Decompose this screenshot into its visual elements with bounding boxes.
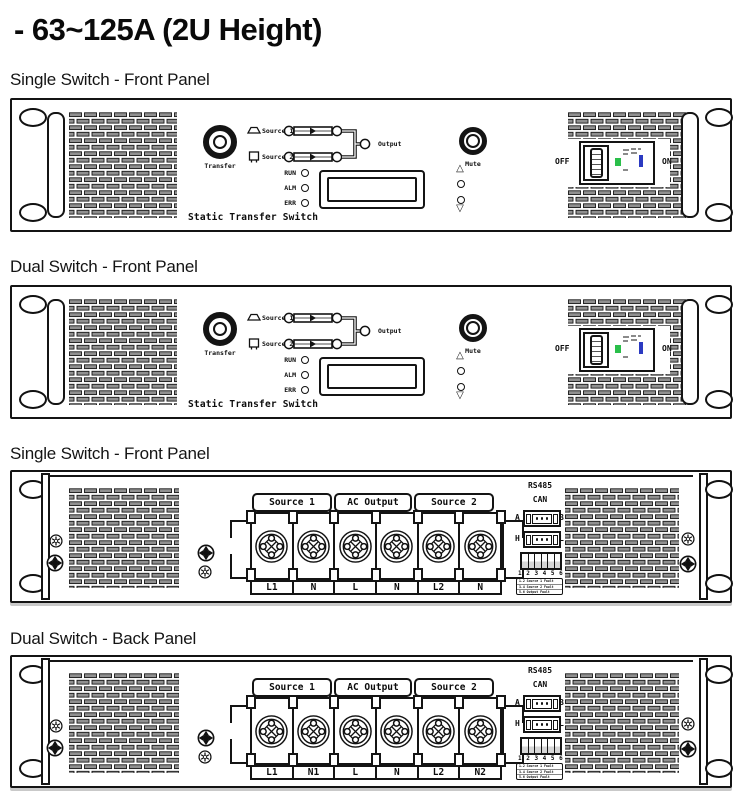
err-led <box>301 199 309 207</box>
terminal-screw[interactable] <box>338 529 373 564</box>
group-label-source2: Source 2 <box>414 678 494 697</box>
led-run-label: RUN <box>284 356 296 364</box>
fan-screw <box>49 719 63 733</box>
device-name-label: Static Transfer Switch <box>188 399 319 410</box>
handle-slot <box>681 112 699 218</box>
pin-h-label: H <box>515 534 520 543</box>
front-panel-dual <box>10 285 732 419</box>
dip-switch[interactable] <box>520 737 562 755</box>
chassis-lip <box>49 475 693 477</box>
mute-label: Mute <box>465 160 481 168</box>
breaker-off-label: OFF <box>555 344 570 353</box>
handle-slot <box>47 112 65 218</box>
rack-mount-hole <box>19 203 47 222</box>
rack-mount-hole <box>19 108 47 127</box>
vent-grille-left <box>69 299 177 405</box>
transfer-button[interactable] <box>203 312 237 346</box>
scroll-down-icon[interactable]: ▽ <box>456 390 464 401</box>
terminal-label: N2 <box>458 765 502 780</box>
rack-mount-hole <box>705 203 733 222</box>
pin-a-label: A <box>515 698 520 707</box>
legend-row: 1.2 Source 1 Fault <box>517 764 562 770</box>
terminal-screw[interactable] <box>296 529 331 564</box>
section-label-back-single: Single Switch - Front Panel <box>10 444 210 463</box>
up-key-button[interactable] <box>457 180 465 188</box>
terminal-block <box>250 697 502 765</box>
rs485-label: RS485 <box>527 666 553 675</box>
mute-button[interactable] <box>459 314 487 342</box>
power-breaker-rocker[interactable] <box>579 328 655 372</box>
group-label-source1: Source 1 <box>252 678 332 697</box>
led-alm-label: ALM <box>284 371 296 379</box>
legend-row: 5.6 Output Fault <box>517 775 562 780</box>
dip-numbers: 1 2 3 4 5 6 <box>518 755 564 762</box>
terminal-labels-strip <box>250 580 502 595</box>
led-run-label: RUN <box>284 169 296 177</box>
output-label: Output <box>378 140 402 148</box>
section-label-back-dual: Dual Switch - Back Panel <box>10 629 197 648</box>
rack-mount-hole <box>705 574 733 593</box>
can-connector-ab[interactable] <box>523 510 561 527</box>
handle-slot <box>681 299 699 405</box>
lcd-screen <box>327 177 417 202</box>
source1-label: Source 1 <box>262 314 294 322</box>
breaker-green-indicator <box>615 158 621 166</box>
group-label-source2: Source 2 <box>414 493 494 512</box>
transfer-label: Transfer <box>204 349 236 357</box>
device-name-label: Static Transfer Switch <box>188 212 319 223</box>
fan-screw <box>681 532 695 546</box>
terminal-block <box>250 512 502 580</box>
can-connector-ab[interactable] <box>523 695 561 712</box>
panel-screw <box>46 554 64 572</box>
rack-mount-hole <box>705 295 733 314</box>
page-title: - 63~125A (2U Height) <box>14 12 322 47</box>
legend-row: 1.2 Source 1 Fault <box>517 579 562 585</box>
terminal-screw[interactable] <box>463 529 498 564</box>
vent-grille-left <box>69 673 179 773</box>
scroll-up-icon[interactable]: △ <box>456 163 464 174</box>
terminal-label: N <box>375 765 419 780</box>
chassis-lip <box>49 660 693 662</box>
pin-l-label: L <box>559 719 564 728</box>
legend-row: 3.4 Source 2 Fault <box>517 585 562 591</box>
power-breaker-rocker[interactable] <box>579 141 655 185</box>
output-label: Output <box>378 327 402 335</box>
front-panel-single <box>10 98 732 232</box>
back-panel-dual <box>10 655 732 788</box>
terminal-label: L1 <box>250 580 294 595</box>
fan-screw <box>198 565 212 579</box>
terminal-label: L1 <box>250 765 294 780</box>
mute-label: Mute <box>465 347 481 355</box>
lcd-screen <box>327 364 417 389</box>
legend-row: 5.6 Output Fault <box>517 590 562 595</box>
pin-a-label: A <box>515 513 520 522</box>
rack-mount-hole <box>19 390 47 409</box>
alm-led <box>301 184 309 192</box>
rs485-label: RS485 <box>527 481 553 490</box>
handle-slot <box>47 299 65 405</box>
rack-mount-hole <box>705 759 733 778</box>
transfer-button[interactable] <box>203 125 237 159</box>
rack-mount-hole <box>705 108 733 127</box>
terminal-label: N1 <box>292 765 336 780</box>
err-led <box>301 386 309 394</box>
rack-mount-hole <box>705 480 733 499</box>
terminal-cell <box>460 514 500 578</box>
panel-screw <box>197 729 215 747</box>
vent-grille-right <box>565 488 679 588</box>
terminal-screw[interactable] <box>463 714 498 749</box>
terminal-screw[interactable] <box>296 714 331 749</box>
transfer-button-core <box>213 322 227 336</box>
source1-icon <box>248 128 260 134</box>
vent-grille-right <box>565 673 679 773</box>
pin-h-label: H <box>515 719 520 728</box>
terminal-screw[interactable] <box>254 714 289 749</box>
source1-label: Source 1 <box>262 127 294 135</box>
breaker-on-label: ON <box>662 344 672 353</box>
group-label-ac-output: AC Output <box>334 493 412 512</box>
can-label: CAN <box>532 495 548 504</box>
terminal-screw[interactable] <box>338 714 373 749</box>
source2-label: Source 2 <box>262 153 294 161</box>
panel-screw <box>679 740 697 758</box>
pin-b-label: B <box>559 513 564 522</box>
transfer-label: Transfer <box>204 162 236 170</box>
terminal-label: N <box>375 580 419 595</box>
pin-b-label: B <box>559 698 564 707</box>
terminal-labels-strip <box>250 765 502 780</box>
rack-mount-hole <box>19 295 47 314</box>
legend-row: 3.4 Source 2 Fault <box>517 770 562 776</box>
terminal-screw[interactable] <box>379 714 414 749</box>
terminal-screw[interactable] <box>421 714 456 749</box>
transfer-button-core <box>213 135 227 149</box>
terminal-label: N <box>458 580 502 595</box>
pin-l-label: L <box>559 534 564 543</box>
led-err-label: ERR <box>284 386 296 394</box>
led-alm-label: ALM <box>284 184 296 192</box>
breaker-off-label: OFF <box>555 157 570 166</box>
mute-button[interactable] <box>459 127 487 155</box>
up-key-button[interactable] <box>457 367 465 375</box>
alm-led <box>301 371 309 379</box>
source2-label: Source 2 <box>262 340 294 348</box>
dip-switch-legend <box>516 578 563 595</box>
rack-mount-hole <box>705 390 733 409</box>
scroll-up-icon[interactable]: △ <box>456 350 464 361</box>
terminal-label: L2 <box>417 580 461 595</box>
terminal-label: N <box>292 580 336 595</box>
terminal-screw[interactable] <box>254 529 289 564</box>
terminal-label: L <box>333 580 377 595</box>
dip-switch-legend <box>516 763 563 780</box>
run-led <box>301 169 309 177</box>
can-label: CAN <box>532 680 548 689</box>
breaker-blue-indicator <box>639 155 643 167</box>
panel-screw <box>46 739 64 757</box>
can-connector-hl[interactable] <box>523 716 561 733</box>
scroll-down-icon[interactable]: ▽ <box>456 203 464 214</box>
vent-grille-left <box>69 112 177 218</box>
fan-screw <box>681 717 695 731</box>
lcd-display <box>319 357 425 396</box>
rack-mount-hole <box>705 665 733 684</box>
breaker-green-indicator <box>615 345 621 353</box>
back-panel-single <box>10 470 732 603</box>
led-err-label: ERR <box>284 199 296 207</box>
group-label-source1: Source 1 <box>252 493 332 512</box>
panel-screw <box>679 555 697 573</box>
terminal-cell <box>460 699 500 763</box>
panel-screw <box>197 544 215 562</box>
dip-switch[interactable] <box>520 552 562 570</box>
mute-button-core <box>466 321 480 335</box>
terminal-screw[interactable] <box>379 529 414 564</box>
source1-icon <box>248 315 260 321</box>
group-label-ac-output: AC Output <box>334 678 412 697</box>
section-label-front-dual: Dual Switch - Front Panel <box>10 257 198 276</box>
source2-icon <box>250 152 259 163</box>
run-led <box>301 356 309 364</box>
dip-numbers: 1 2 3 4 5 6 <box>518 570 564 577</box>
fan-screw <box>198 750 212 764</box>
mute-button-core <box>466 134 480 148</box>
breaker-lever[interactable] <box>590 148 603 178</box>
breaker-on-label: ON <box>662 157 672 166</box>
section-label-front-single: Single Switch - Front Panel <box>10 70 210 89</box>
vent-grille-left <box>69 488 179 588</box>
breaker-blue-indicator <box>639 342 643 354</box>
terminal-label: L2 <box>417 765 461 780</box>
can-connector-hl[interactable] <box>523 531 561 548</box>
fan-screw <box>49 534 63 548</box>
lcd-display <box>319 170 425 209</box>
source2-icon <box>250 339 259 350</box>
terminal-label: L <box>333 765 377 780</box>
terminal-screw[interactable] <box>421 529 456 564</box>
breaker-lever[interactable] <box>590 335 603 365</box>
